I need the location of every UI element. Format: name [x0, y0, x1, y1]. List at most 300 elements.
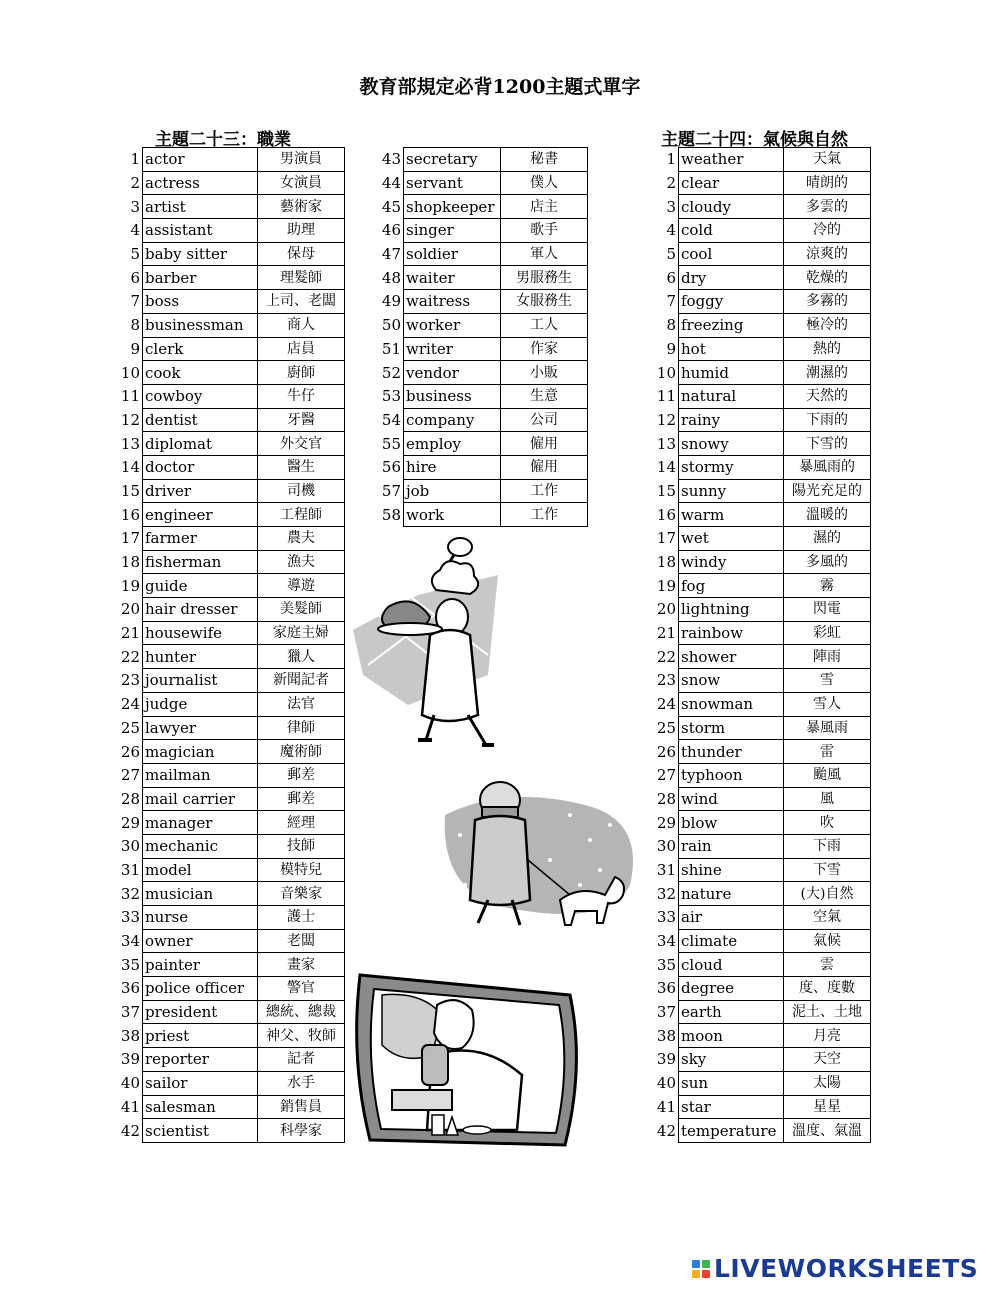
chinese-meaning: 下雨的: [784, 408, 871, 432]
liveworksheets-logo: [692, 1254, 978, 1283]
item-number: 31: [656, 860, 676, 879]
chinese-meaning: 神父、牧師: [258, 1024, 345, 1048]
english-word: typhoon: [679, 763, 784, 787]
table-row: [112, 977, 345, 1001]
chinese-meaning: 歌手: [501, 219, 588, 243]
table-row: [648, 858, 871, 882]
table-row: [112, 598, 345, 622]
chinese-meaning: 小販: [501, 361, 588, 385]
english-word: guide: [143, 574, 258, 598]
english-word: vendor: [404, 361, 501, 385]
chinese-meaning: 畫家: [258, 953, 345, 977]
table-row: [648, 1119, 871, 1143]
item-number: 6: [666, 268, 676, 287]
item-number: 38: [120, 1026, 140, 1045]
english-word: scientist: [143, 1119, 258, 1143]
english-word: nurse: [143, 906, 258, 930]
section-title-weather: 主題二十四：氣候與自然: [661, 130, 848, 150]
item-number: 26: [120, 742, 140, 761]
item-number: 20: [120, 600, 140, 619]
chinese-meaning: 男服務生: [501, 266, 588, 290]
chinese-meaning: 乾燥的: [784, 266, 871, 290]
table-row: [373, 361, 588, 385]
english-word: reporter: [143, 1048, 258, 1072]
chinese-meaning: 警官: [258, 977, 345, 1001]
item-number: 27: [120, 766, 140, 785]
english-word: shower: [679, 645, 784, 669]
item-number: 34: [120, 932, 140, 951]
logo-text: LIVEWORKSHEETS: [714, 1254, 979, 1283]
table-row: [112, 219, 345, 243]
table-row: [648, 716, 871, 740]
item-number: 11: [120, 387, 140, 406]
item-number: 57: [381, 481, 401, 500]
english-word: wind: [679, 787, 784, 811]
item-number: 19: [120, 576, 140, 595]
english-word: sailor: [143, 1071, 258, 1095]
english-word: actress: [143, 171, 258, 195]
item-number: 29: [120, 813, 140, 832]
table-row: [112, 811, 345, 835]
item-number: 19: [656, 576, 676, 595]
chinese-meaning: 僱用: [501, 432, 588, 456]
table-row: [648, 787, 871, 811]
chinese-meaning: 科學家: [258, 1119, 345, 1143]
table-row: [648, 621, 871, 645]
table-row: [112, 1048, 345, 1072]
chinese-meaning: 下雪的: [784, 432, 871, 456]
english-word: president: [143, 1000, 258, 1024]
item-number: 12: [120, 410, 140, 429]
table-row: [373, 408, 588, 432]
item-number: 21: [120, 624, 140, 643]
chinese-meaning: 老闆: [258, 929, 345, 953]
english-word: writer: [404, 337, 501, 361]
english-word: housewife: [143, 621, 258, 645]
english-word: foggy: [679, 290, 784, 314]
chinese-meaning: 極冷的: [784, 313, 871, 337]
english-word: dentist: [143, 408, 258, 432]
table-row: [112, 337, 345, 361]
english-word: artist: [143, 195, 258, 219]
table-row: [112, 1000, 345, 1024]
item-number: 10: [120, 363, 140, 382]
english-word: doctor: [143, 455, 258, 479]
table-row: [648, 977, 871, 1001]
chinese-meaning: 工作: [501, 479, 588, 503]
table-row: [648, 479, 871, 503]
chinese-meaning: 天然的: [784, 384, 871, 408]
item-number: 22: [120, 647, 140, 666]
english-word: cool: [679, 242, 784, 266]
english-word: judge: [143, 692, 258, 716]
item-number: 41: [120, 1097, 140, 1116]
english-word: snowman: [679, 692, 784, 716]
item-number: 42: [656, 1121, 676, 1140]
chinese-meaning: 牙醫: [258, 408, 345, 432]
item-number: 4: [130, 221, 140, 240]
english-word: stormy: [679, 455, 784, 479]
english-word: star: [679, 1095, 784, 1119]
chinese-meaning: 潮濕的: [784, 361, 871, 385]
english-word: barber: [143, 266, 258, 290]
english-word: storm: [679, 716, 784, 740]
english-word: priest: [143, 1024, 258, 1048]
english-word: secretary: [404, 148, 501, 172]
english-word: cloudy: [679, 195, 784, 219]
item-number: 16: [120, 505, 140, 524]
chinese-meaning: 多霧的: [784, 290, 871, 314]
english-word: climate: [679, 929, 784, 953]
english-word: rainy: [679, 408, 784, 432]
item-number: 25: [120, 718, 140, 737]
english-word: salesman: [143, 1095, 258, 1119]
table-row: [648, 598, 871, 622]
item-number: 37: [120, 1003, 140, 1022]
english-word: waiter: [404, 266, 501, 290]
chinese-meaning: 僕人: [501, 171, 588, 195]
table-row: [112, 1095, 345, 1119]
item-number: 28: [656, 789, 676, 808]
item-number: 39: [120, 1050, 140, 1069]
table-row: [648, 266, 871, 290]
item-number: 32: [656, 884, 676, 903]
chinese-meaning: 保母: [258, 242, 345, 266]
english-word: degree: [679, 977, 784, 1001]
english-word: snow: [679, 669, 784, 693]
chinese-meaning: 美髮師: [258, 598, 345, 622]
english-word: windy: [679, 550, 784, 574]
chinese-meaning: 度、度數: [784, 977, 871, 1001]
english-word: engineer: [143, 503, 258, 527]
logo-grid-icon: [692, 1260, 710, 1278]
chinese-meaning: 工程師: [258, 503, 345, 527]
table-row: [373, 503, 588, 527]
item-number: 12: [656, 410, 676, 429]
chinese-meaning: 雲: [784, 953, 871, 977]
item-number: 27: [656, 766, 676, 785]
section-title-occupations: 主題二十三：職業: [155, 130, 291, 150]
table-row: [648, 882, 871, 906]
table-row: [112, 408, 345, 432]
item-number: 5: [130, 245, 140, 264]
table-row: [648, 384, 871, 408]
chinese-meaning: 法官: [258, 692, 345, 716]
table-row: [648, 834, 871, 858]
table-row: [648, 1048, 871, 1072]
chinese-meaning: 星星: [784, 1095, 871, 1119]
english-word: cloud: [679, 953, 784, 977]
english-word: assistant: [143, 219, 258, 243]
english-word: fisherman: [143, 550, 258, 574]
item-number: 44: [381, 174, 401, 193]
table-row: [373, 148, 588, 172]
english-word: journalist: [143, 669, 258, 693]
item-number: 9: [666, 339, 676, 358]
chinese-meaning: 記者: [258, 1048, 345, 1072]
english-word: lightning: [679, 598, 784, 622]
chinese-meaning: 溫度、氣溫: [784, 1119, 871, 1143]
table-row: [112, 906, 345, 930]
table-row: [648, 1071, 871, 1095]
item-number: 30: [120, 837, 140, 856]
english-word: magician: [143, 740, 258, 764]
table-row: [112, 787, 345, 811]
table-row: [648, 906, 871, 930]
item-number: 22: [656, 647, 676, 666]
item-number: 32: [120, 884, 140, 903]
item-number: 23: [656, 671, 676, 690]
item-number: 51: [381, 339, 401, 358]
english-word: hot: [679, 337, 784, 361]
table-row: [648, 242, 871, 266]
chinese-meaning: 暴風雨: [784, 716, 871, 740]
chinese-meaning: 下雪: [784, 858, 871, 882]
item-number: 20: [656, 600, 676, 619]
item-number: 34: [656, 932, 676, 951]
item-number: 23: [120, 671, 140, 690]
table-row: [648, 432, 871, 456]
english-word: nature: [679, 882, 784, 906]
english-word: cook: [143, 361, 258, 385]
chinese-meaning: 漁夫: [258, 550, 345, 574]
item-number: 50: [381, 316, 401, 335]
item-number: 40: [656, 1074, 676, 1093]
table-row: [373, 455, 588, 479]
english-word: temperature: [679, 1119, 784, 1143]
item-number: 13: [656, 434, 676, 453]
chinese-meaning: 太陽: [784, 1071, 871, 1095]
chinese-meaning: 女服務生: [501, 290, 588, 314]
table-row: [112, 432, 345, 456]
item-number: 48: [381, 268, 401, 287]
chinese-meaning: 風: [784, 787, 871, 811]
item-number: 28: [120, 789, 140, 808]
english-word: servant: [404, 171, 501, 195]
chinese-meaning: 多風的: [784, 550, 871, 574]
english-word: mailman: [143, 763, 258, 787]
item-number: 53: [381, 387, 401, 406]
table-row: [648, 290, 871, 314]
english-word: humid: [679, 361, 784, 385]
table-row: [373, 242, 588, 266]
item-number: 36: [120, 979, 140, 998]
item-number: 3: [666, 197, 676, 216]
table-row: [373, 479, 588, 503]
item-number: 55: [381, 434, 401, 453]
item-number: 24: [120, 695, 140, 714]
table-row: [648, 313, 871, 337]
table-row: [648, 645, 871, 669]
item-number: 14: [120, 458, 140, 477]
table-row: [112, 834, 345, 858]
item-number: 36: [656, 979, 676, 998]
table-row: [648, 740, 871, 764]
chinese-meaning: 天空: [784, 1048, 871, 1072]
item-number: 47: [381, 245, 401, 264]
table-row: [112, 266, 345, 290]
chinese-meaning: 氣候: [784, 929, 871, 953]
english-word: cowboy: [143, 384, 258, 408]
table-row: [112, 574, 345, 598]
item-number: 24: [656, 695, 676, 714]
english-word: painter: [143, 953, 258, 977]
english-word: businessman: [143, 313, 258, 337]
item-number: 1: [666, 150, 676, 169]
chinese-meaning: 律師: [258, 716, 345, 740]
table-row: [648, 455, 871, 479]
item-number: 25: [656, 718, 676, 737]
english-word: mail carrier: [143, 787, 258, 811]
table-row: [112, 242, 345, 266]
table-row: [648, 171, 871, 195]
item-number: 3: [130, 197, 140, 216]
occupations-table-a: [112, 147, 345, 1143]
english-word: dry: [679, 266, 784, 290]
table-row: [648, 953, 871, 977]
chinese-meaning: 多雲的: [784, 195, 871, 219]
english-word: manager: [143, 811, 258, 835]
table-row: [648, 337, 871, 361]
item-number: 16: [656, 505, 676, 524]
chinese-meaning: 農夫: [258, 527, 345, 551]
english-word: job: [404, 479, 501, 503]
item-number: 41: [656, 1097, 676, 1116]
english-word: snowy: [679, 432, 784, 456]
chinese-meaning: 暴風雨的: [784, 455, 871, 479]
item-number: 2: [130, 174, 140, 193]
page-title: 教育部規定必背1200主題式單字: [359, 76, 641, 98]
item-number: 46: [381, 221, 401, 240]
chinese-meaning: 郵差: [258, 763, 345, 787]
chinese-meaning: 獵人: [258, 645, 345, 669]
english-word: farmer: [143, 527, 258, 551]
item-number: 15: [656, 481, 676, 500]
english-word: soldier: [404, 242, 501, 266]
item-number: 35: [656, 955, 676, 974]
item-number: 33: [656, 908, 676, 927]
english-word: singer: [404, 219, 501, 243]
table-row: [373, 290, 588, 314]
english-word: clear: [679, 171, 784, 195]
english-word: rainbow: [679, 621, 784, 645]
english-word: thunder: [679, 740, 784, 764]
english-word: boss: [143, 290, 258, 314]
item-number: 17: [656, 529, 676, 548]
item-number: 56: [381, 458, 401, 477]
chinese-meaning: 導遊: [258, 574, 345, 598]
table-row: [112, 1071, 345, 1095]
english-word: actor: [143, 148, 258, 172]
item-number: 38: [656, 1026, 676, 1045]
item-number: 18: [120, 553, 140, 572]
item-number: 49: [381, 292, 401, 311]
table-row: [112, 716, 345, 740]
table-row: [373, 384, 588, 408]
chinese-meaning: 護士: [258, 906, 345, 930]
chinese-meaning: 晴朗的: [784, 171, 871, 195]
chinese-meaning: 空氣: [784, 906, 871, 930]
chinese-meaning: 工作: [501, 503, 588, 527]
table-row: [648, 1095, 871, 1119]
table-row: [112, 290, 345, 314]
table-row: [112, 527, 345, 551]
item-number: 39: [656, 1050, 676, 1069]
chinese-meaning: 女演員: [258, 171, 345, 195]
chinese-meaning: 商人: [258, 313, 345, 337]
chef-icon: [348, 535, 528, 750]
english-word: baby sitter: [143, 242, 258, 266]
item-number: 14: [656, 458, 676, 477]
chinese-meaning: 陣雨: [784, 645, 871, 669]
english-word: hunter: [143, 645, 258, 669]
item-number: 33: [120, 908, 140, 927]
table-row: [112, 171, 345, 195]
chinese-meaning: 上司、老闆: [258, 290, 345, 314]
chinese-meaning: 店員: [258, 337, 345, 361]
table-row: [373, 219, 588, 243]
table-row: [112, 195, 345, 219]
item-number: 54: [381, 410, 401, 429]
item-number: 52: [381, 363, 401, 382]
english-word: employ: [404, 432, 501, 456]
english-word: sunny: [679, 479, 784, 503]
item-number: 15: [120, 481, 140, 500]
item-number: 21: [656, 624, 676, 643]
item-number: 11: [656, 387, 676, 406]
table-row: [112, 669, 345, 693]
winter-walker-icon: [440, 775, 640, 935]
table-row: [112, 953, 345, 977]
english-word: worker: [404, 313, 501, 337]
table-row: [648, 408, 871, 432]
chinese-meaning: 司機: [258, 479, 345, 503]
item-number: 7: [130, 292, 140, 311]
english-word: warm: [679, 503, 784, 527]
item-number: 30: [656, 837, 676, 856]
item-number: 8: [666, 316, 676, 335]
table-row: [648, 811, 871, 835]
chinese-meaning: 音樂家: [258, 882, 345, 906]
chinese-meaning: 新聞記者: [258, 669, 345, 693]
chinese-meaning: 生意: [501, 384, 588, 408]
chinese-meaning: 模特兒: [258, 858, 345, 882]
english-word: business: [404, 384, 501, 408]
table-row: [648, 763, 871, 787]
item-number: 7: [666, 292, 676, 311]
table-row: [373, 195, 588, 219]
english-word: work: [404, 503, 501, 527]
english-word: mechanic: [143, 834, 258, 858]
table-row: [112, 763, 345, 787]
chinese-meaning: 濕的: [784, 527, 871, 551]
chinese-meaning: 公司: [501, 408, 588, 432]
table-row: [112, 313, 345, 337]
english-word: weather: [679, 148, 784, 172]
item-number: 8: [130, 316, 140, 335]
table-row: [648, 148, 871, 172]
item-number: 13: [120, 434, 140, 453]
table-row: [112, 479, 345, 503]
item-number: 40: [120, 1074, 140, 1093]
english-word: rain: [679, 834, 784, 858]
chinese-meaning: 藝術家: [258, 195, 345, 219]
english-word: cold: [679, 219, 784, 243]
chinese-meaning: 醫生: [258, 455, 345, 479]
table-row: [112, 645, 345, 669]
table-row: [112, 503, 345, 527]
english-word: hair dresser: [143, 598, 258, 622]
